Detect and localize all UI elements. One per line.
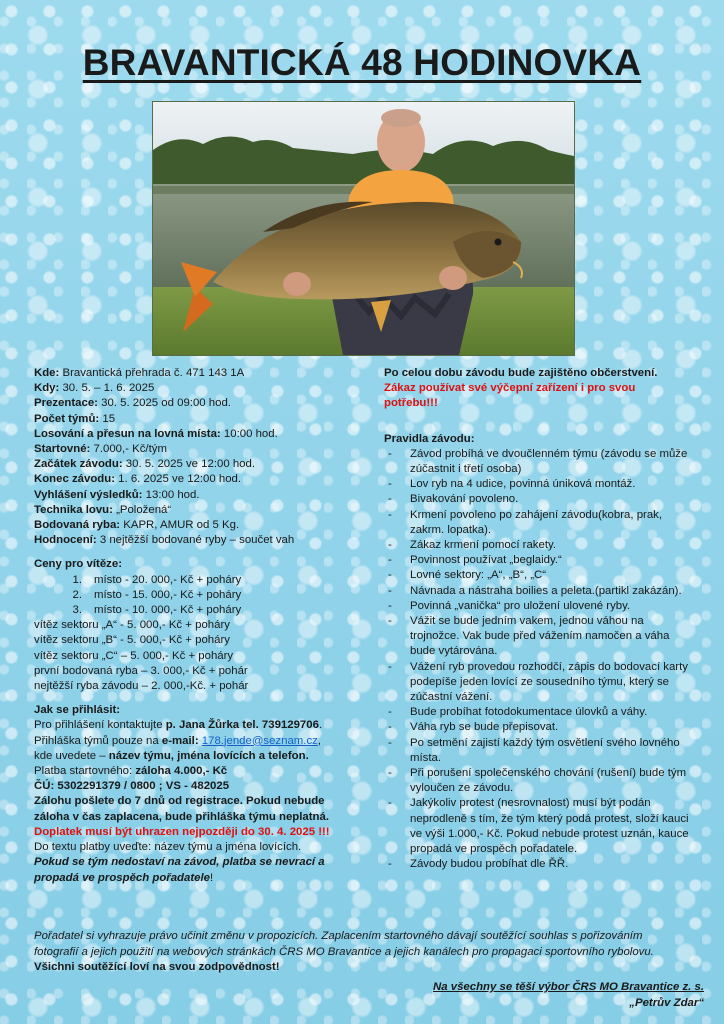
rule-item: - Po setmění zajistí každý tým osvětlení svého lovného místa. bbox=[384, 736, 706, 766]
rule-item: - Krmení povoleno po zahájení závodu(kobra, prak, zakrm. lopatka). bbox=[384, 508, 706, 538]
info-team-count: Počet týmů: 15 bbox=[34, 412, 116, 425]
signup-balance-deadline: Doplatek musí být uhrazen nejpozději do 30. 4. 2025 !!! bbox=[34, 825, 330, 838]
rule-item: - Povinná „vanička“ pro uložení ulovené ryby. bbox=[384, 599, 706, 614]
tap-ban-warning-1: Zákaz používat své výčepní zařízení i pro svou bbox=[384, 382, 636, 395]
signup-deposit-2: záloha v čas zaplacena, bude přihláška týmu neplatná. bbox=[34, 810, 329, 823]
info-start: Začátek závodu: 30. 5. 2025 ve 12:00 hod. bbox=[34, 458, 255, 471]
info-presentation: Prezentace: 30. 5. 2025 od 09:00 hod. bbox=[34, 397, 231, 410]
prizes-heading: Ceny pro vítěze: bbox=[34, 558, 122, 571]
info-draw: Losování a přesun na lovná místa: 10:00 hod. bbox=[34, 427, 278, 440]
prize-place-1: 1. místo - 20. 000,- Kč + poháry bbox=[72, 573, 242, 586]
rule-item: - Bude probíhat fotodokumentace úlovků a váhy. bbox=[384, 705, 706, 720]
rule-item: - Lov ryb na 4 udice, povinná úniková montáž. bbox=[384, 477, 706, 492]
responsibility-note: Všichni soutěžící loví na svou zodpovědnost! bbox=[34, 961, 280, 974]
rule-item: - Povinnost používat „beglaidy.“ bbox=[384, 553, 706, 568]
info-results: Vyhlášení výsledků: 13:00 hod. bbox=[34, 488, 200, 501]
rules-list bbox=[384, 447, 706, 873]
prizes-block bbox=[34, 557, 352, 694]
signup-account: ČÚ: 5302291379 / 0800 ; VS - 482025 bbox=[34, 780, 230, 793]
right-column bbox=[384, 366, 706, 873]
signup-contact: Pro přihlášení kontaktujte p. Jana Žůrka tel. 739129706. bbox=[34, 719, 323, 732]
photo-illustration bbox=[153, 102, 574, 355]
signup-email-line: Přihláška týmů pouze na e-mail: 178.jende@seznam.cz, bbox=[34, 734, 322, 747]
organizer-signature: Na všechny se těší výbor ČRS MO Bravantice z. s. bbox=[433, 981, 704, 993]
prize-place-3: 3. místo - 10. 000,- Kč + poháry bbox=[72, 604, 242, 617]
rule-item: - Závod probíhá ve dvoučlenném týmu (závodu se může zúčastnit i třetí osoba) bbox=[384, 447, 706, 477]
info-end: Konec závodu: 1. 6. 2025 ve 12:00 hod. bbox=[34, 473, 242, 486]
signup-no-refund-2: propadá ve prospěch pořadatele! bbox=[34, 871, 214, 884]
page-title: BRAVANTICKÁ 48 HODINOVKA bbox=[82, 42, 642, 83]
footer-disclaimer bbox=[34, 929, 706, 976]
prize-sector-a: vítěz sektoru „A“ - 5. 000,- Kč + poháry bbox=[34, 619, 230, 632]
rule-item: - Bivakování povoleno. bbox=[384, 492, 706, 507]
info-technique: Technika lovu: „Položená“ bbox=[34, 503, 172, 516]
info-entry-fee: Startovné: 7.000,- Kč/tým bbox=[34, 443, 167, 456]
prize-sector-c: vítěz sektoru „C“ – 5. 000,- Kč + poháry bbox=[34, 649, 234, 662]
prize-heaviest-fish: nejtěžší ryba závodu – 2. 000,-Kč. + pohár bbox=[34, 680, 249, 693]
signup-payment: Platba startovného: záloha 4.000,- Kč bbox=[34, 765, 228, 778]
greeting: „Petrův Zdar“ bbox=[629, 997, 704, 1009]
signup-block bbox=[34, 703, 352, 885]
info-location: Kde: Bravantická přehrada č. 471 143 1A bbox=[34, 367, 245, 379]
info-scored-fish: Bodovaná ryba: KAPR, AMUR od 5 Kg. bbox=[34, 519, 240, 532]
info-scoring: Hodnocení: 3 nejtěžší bodované ryby – součet vah bbox=[34, 534, 295, 547]
rule-item: - Závody budou probíhat dle ŘŘ. bbox=[384, 857, 706, 872]
left-column bbox=[34, 366, 352, 886]
tap-ban-warning-2: potřebu!!! bbox=[384, 397, 438, 410]
disclaimer-line-1: Pořadatel si vyhrazuje právo učinit změnu v propozicích. Zaplacením startovného dávají soutěžící souhlas s pořizováním bbox=[34, 930, 643, 942]
info-date: Kdy: 30. 5. – 1. 6. 2025 bbox=[34, 382, 155, 395]
disclaimer-line-2: fotografií a jejich použití na webových stránkách ČRS MO Bravantice a jejich kanálech pro propagaci sportovního rybolovu. bbox=[34, 945, 654, 958]
rule-item: - Vážit se bude jedním vakem, jednou váhou na trojnožce. Vak bude před vážením namočen a váha bude vytárována. bbox=[384, 614, 706, 660]
signup-deposit-1: Zálohu pošlete do 7 dnů od registrace. Pokud nebude bbox=[34, 795, 325, 808]
rule-item: - Vážení ryb provedou rozhodčí, zápis do bodovací karty podepíše jeden lovící ze sousedního týmu, který se zúčastní vážení. bbox=[384, 660, 706, 706]
rule-item: - Lovné sektory: „A“, „B“, „C“ bbox=[384, 568, 706, 583]
prize-place-2: 2. místo - 15. 000,- Kč + poháry bbox=[72, 588, 242, 601]
rule-item: - Návnada a nástraha boilies a peleta.(partikl zakázán). bbox=[384, 584, 706, 599]
signup-no-refund-1: Pokud se tým nedostaví na závod, platba se nevrací a bbox=[34, 856, 325, 869]
info-block bbox=[34, 366, 352, 548]
email-link[interactable]: 178.jende@seznam.cz bbox=[201, 734, 318, 747]
refreshments-note: Po celou dobu závodu bude zajištěno občerstvení. bbox=[384, 367, 658, 379]
rule-item: - Při porušení společenského chování (rušení) bude tým vyloučen ze závodu. bbox=[384, 766, 706, 796]
signature-block bbox=[433, 979, 704, 1011]
prize-first-fish: první bodovaná ryba – 3. 000,- Kč + pohár bbox=[34, 664, 248, 677]
signup-payment-note: Do textu platby uveďte: název týmu a jména lovících. bbox=[34, 841, 302, 854]
rule-item: - Váha ryb se bude přepisovat. bbox=[384, 720, 706, 735]
angler-carp-photo bbox=[152, 101, 575, 356]
signup-details: kde uvedete – název týmu, jména lovících a telefon. bbox=[34, 749, 309, 762]
rule-item: - Zákaz krmení pomocí rakety. bbox=[384, 538, 706, 553]
rules-heading: Pravidla závodu: bbox=[384, 432, 475, 445]
prize-sector-b: vítěz sektoru „B“ - 5. 000,- Kč + poháry bbox=[34, 634, 230, 647]
rule-item: - Jakýkoliv protest (nesrovnalost) musí být podán neprodleně s tím, že tým který podá protest, složí kauci ve výši 1.000,- Kč. Pokud nebude protest uznán, kauce propadá ve prospěch pořadatele. bbox=[384, 796, 706, 857]
signup-heading: Jak se přihlásit: bbox=[34, 704, 121, 717]
